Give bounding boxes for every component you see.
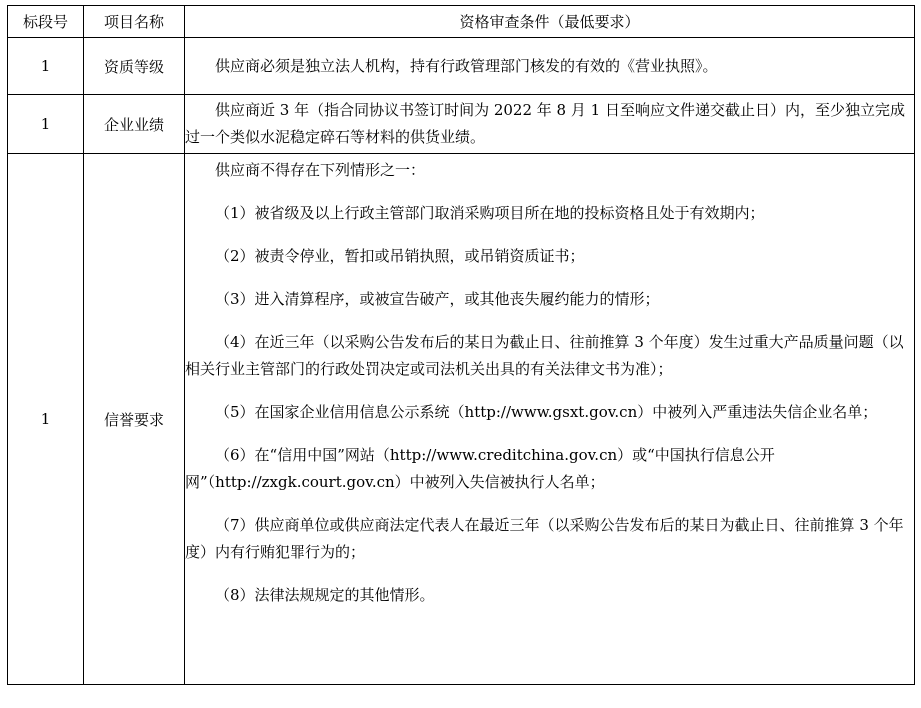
condition-item: （6）在“信用中国”网站（http://www.creditchina.gov.cn）或“中国执行信息公开网”（http://zxgk.court.gov.cn）中被列入失信被执行人名单； [185,446,775,491]
item-name-cell: 资质等级 [84,38,185,95]
condition-cell [185,95,915,154]
table-header-row [8,6,915,38]
header-item-name: 项目名称 [84,6,185,38]
item-name-cell: 信誉要求 [84,154,185,685]
table-row [8,154,915,685]
condition-item: （2）被责令停业，暂扣或吊销执照，或吊销资质证书； [215,247,585,265]
table-row [8,95,915,154]
section-no-cell: 1 [8,95,84,154]
section-no-cell: 1 [8,38,84,95]
condition-item: （3）进入清算程序，或被宣告破产，或其他丧失履约能力的情形； [215,290,660,308]
condition-item: （5）在国家企业信用信息公示系统（http://www.gsxt.gov.cn）中被列入严重违法失信企业名单； [215,403,878,421]
table-row [8,38,915,95]
qualification-table [7,5,915,685]
condition-text: 供应商必须是独立法人机构，持有行政管理部门核发的有效的《营业执照》。 [215,56,718,75]
section-no-cell: 1 [8,154,84,685]
condition-item: （4）在近三年（以采购公告发布后的某日为截止日、往前推算 3 个年度）发生过重大产品质量问题（以相关行业主管部门的行政处罚决定或司法机关出具的有关法律文书为准）； [185,333,904,378]
condition-item: （7）供应商单位或供应商法定代表人在最近三年（以采购公告发布后的某日为截止日、往前推算 3 个年度）内有行贿犯罪行为的； [185,516,904,561]
condition-cell [185,154,915,685]
condition-intro: 供应商不得存在下列情形之一： [215,161,426,179]
item-name-cell: 企业业绩 [84,95,185,154]
condition-cell [185,38,915,95]
condition-text: 供应商近 3 年（指合同协议书签订时间为 2022 年 8 月 1 日至响应文件递交截止日）内，至少独立完成过一个类似水泥稳定碎石等材料的供货业绩。 [185,101,905,146]
header-section-no: 标段号 [8,6,84,38]
condition-item: （1）被省级及以上行政主管部门取消采购项目所在地的投标资格且处于有效期内； [215,204,765,222]
condition-item: （8）法律法规规定的其他情形。 [215,586,435,604]
header-conditions: 资格审查条件（最低要求） [185,6,915,38]
